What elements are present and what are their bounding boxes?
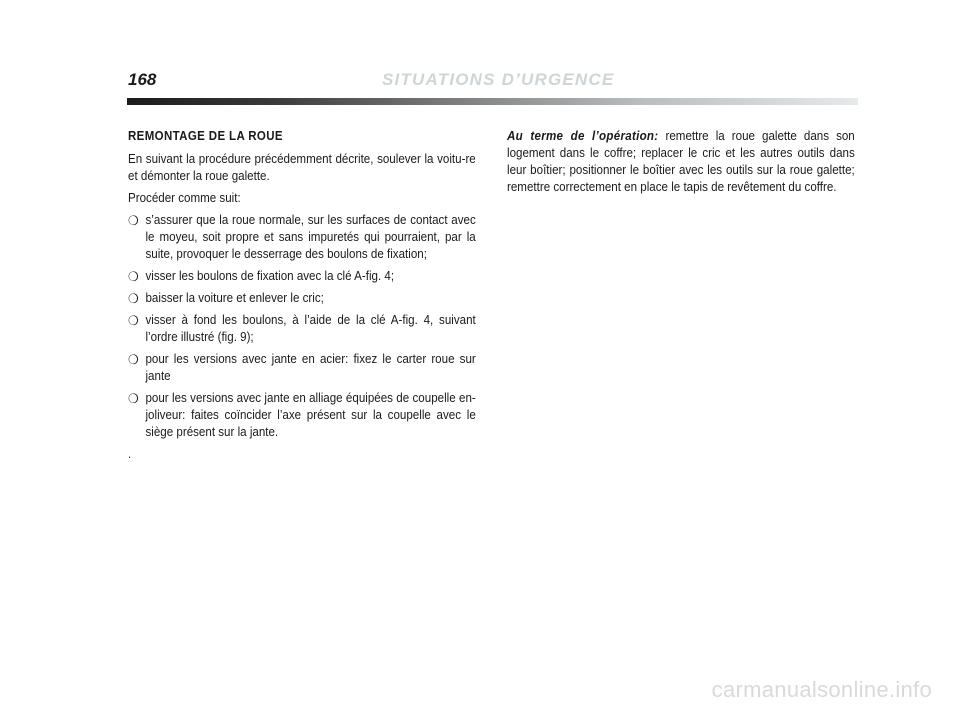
completion-paragraph: [507, 128, 855, 196]
bullet-icon: ❍: [128, 352, 139, 367]
bullet-icon: ❍: [128, 291, 139, 306]
list-item: [128, 351, 476, 385]
intro-paragraph: En suivant la procédure précédemment décrite, soulever la voitu-re et démonter la roue galette.: [128, 152, 476, 183]
step-text: pour les versions avec jante en acier: fixez le carter roue sur jante: [145, 352, 476, 383]
list-item: [128, 390, 476, 441]
left-column: [128, 128, 476, 463]
step-text: visser à fond les boulons, à l’aide de la clé A-fig. 4, suivant l’ordre illustré (fig. 9);: [145, 313, 476, 344]
bullet-icon: ❍: [128, 313, 139, 328]
trailing-period: .: [128, 447, 132, 461]
completion-text: remettre la roue galette dans son logement dans le coffre; replacer le cric et les autres outils dans leur boîtier; positionner le boîtier avec les outils sur la roue galette; remettre correctement en place le tapis de revêtement du coffre.: [507, 129, 855, 194]
list-item: [128, 312, 476, 346]
section-heading: REMONTAGE DE LA ROUE: [128, 129, 283, 143]
section-title: SITUATIONS D’URGENCE: [382, 70, 615, 89]
lead-in: Au terme de l’opération:: [507, 129, 659, 143]
list-item: [128, 212, 476, 263]
step-text: baisser la voiture et enlever le cric;: [145, 291, 324, 305]
step-text: s’assurer que la roue normale, sur les surfaces de contact avec le moyeu, soit propre et sans impuretés qui pourraient, par la suite, provoquer le desserrage des boulons de fixation;: [145, 213, 476, 261]
page-number: 168: [128, 70, 157, 89]
bullet-icon: ❍: [128, 391, 139, 406]
right-column: [507, 128, 855, 201]
procedure-intro: Procéder comme suit:: [128, 191, 241, 205]
watermark: carmanualsonline.info: [711, 677, 932, 702]
step-text: pour les versions avec jante en alliage équipées de coupelle en-joliveur: faites coïncider l’axe présent sur la coupelle avec le siège présent sur la jante.: [145, 391, 476, 439]
step-text: visser les boulons de fixation avec la clé A-fig. 4;: [145, 269, 395, 283]
steps-list: [128, 212, 476, 441]
header-rule: [127, 98, 858, 105]
bullet-icon: ❍: [128, 213, 139, 228]
list-item: [128, 290, 476, 307]
list-item: [128, 268, 476, 285]
bullet-icon: ❍: [128, 269, 139, 284]
